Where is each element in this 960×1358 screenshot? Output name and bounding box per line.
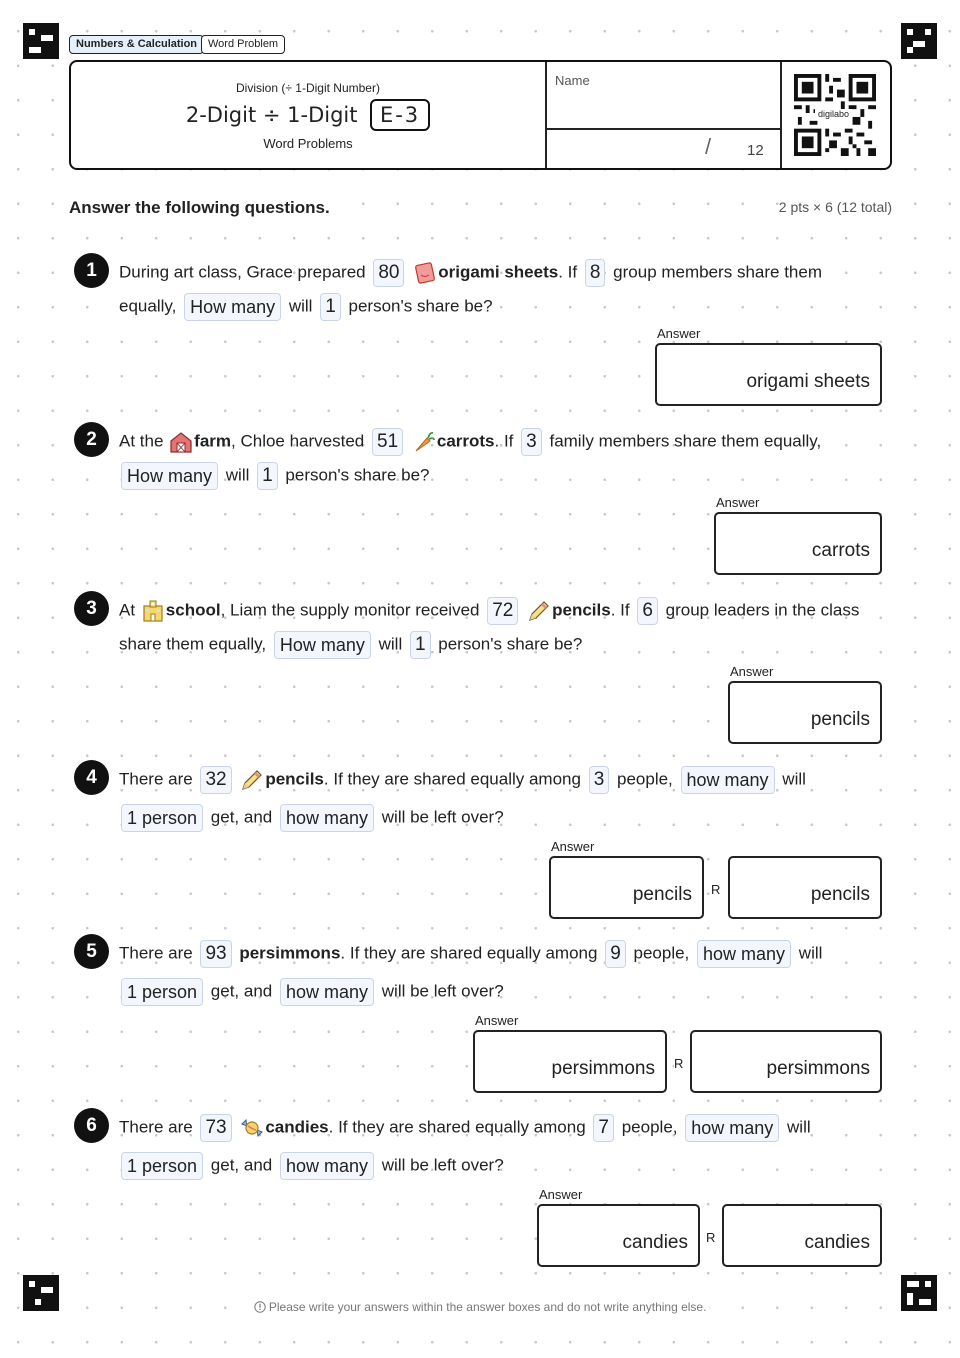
place-name: farm	[194, 431, 232, 451]
points-info: 2 pts × 6 (12 total)	[778, 199, 892, 215]
remainder-label: R	[706, 1230, 716, 1245]
answer-unit: persimmons	[766, 1058, 870, 1079]
answer-label: Answer	[716, 495, 760, 510]
page-title: 2-Digit ÷ 1-Digit	[185, 103, 358, 127]
answer-box[interactable]	[714, 512, 882, 575]
answer-box[interactable]	[728, 681, 882, 744]
number-box: 7	[593, 1114, 614, 1142]
number-box: 32	[200, 766, 231, 794]
item-name: pencils	[552, 600, 611, 620]
number-box: 51	[372, 428, 403, 456]
question-text: At	[119, 600, 136, 620]
question-text-line	[119, 1150, 504, 1181]
answer-unit: candies	[804, 1232, 870, 1253]
header-title-row	[71, 99, 545, 131]
remainder-label: R	[674, 1056, 684, 1071]
number-box: 73	[200, 1114, 231, 1142]
question-text-line	[119, 595, 859, 626]
number-box: 1	[410, 631, 431, 659]
question-text-line	[119, 802, 504, 833]
question-text: will be left over?	[381, 807, 504, 827]
score-total: 12	[747, 142, 764, 159]
question-text: There are	[119, 769, 193, 789]
question-text: people,	[617, 769, 673, 789]
question-text: equally,	[119, 296, 177, 316]
item-name: candies	[265, 1117, 329, 1137]
barn-icon	[169, 430, 193, 454]
remainder-box[interactable]	[690, 1030, 882, 1093]
question-text: , Chloe harvested	[231, 431, 365, 451]
question-text-line	[119, 764, 806, 795]
question-text-line	[119, 426, 821, 457]
answer-unit: pencils	[810, 884, 870, 905]
worksheet-header	[69, 60, 892, 170]
answer-box[interactable]	[473, 1030, 667, 1093]
person-box: 1 person	[121, 804, 203, 832]
answer-unit: candies	[622, 1232, 688, 1253]
question-text: will	[288, 296, 313, 316]
number-box: 6	[637, 597, 658, 625]
question-text: During art class, Grace prepared	[119, 262, 366, 282]
how-many-box: how many	[280, 804, 374, 832]
question-text: will	[378, 634, 403, 654]
question-text: will	[225, 465, 250, 485]
number-box: 3	[589, 766, 610, 794]
question-number: 6	[74, 1108, 109, 1143]
answer-unit: origami sheets	[746, 371, 870, 392]
question-text: person's share be?	[348, 296, 493, 316]
header-divider	[780, 62, 782, 168]
question-text: will be left over?	[381, 1155, 504, 1175]
how-many-box: how many	[681, 766, 775, 794]
question-number: 5	[74, 934, 109, 969]
question-text: . If	[558, 262, 578, 282]
question-text-line	[119, 257, 822, 288]
name-field[interactable]	[547, 90, 779, 126]
name-label: Name	[555, 73, 590, 88]
question-text: will be left over?	[381, 981, 504, 1001]
question-number: 4	[74, 760, 109, 795]
remainder-label: R	[711, 882, 721, 897]
question-text: . If they are shared equally among	[323, 769, 581, 789]
answer-label: Answer	[730, 664, 774, 679]
number-box: 80	[373, 259, 404, 287]
question-text: family members share them equally,	[549, 431, 822, 451]
answer-unit: carrots	[811, 540, 870, 561]
answer-unit: persimmons	[551, 1058, 655, 1079]
footer-note: Please write your answers within the answer boxes and do not write anything else.	[268, 1300, 707, 1314]
question-text: , Liam the supply monitor received	[220, 600, 480, 620]
answer-label: Answer	[475, 1013, 519, 1028]
header-subtitle: Division (÷ 1-Digit Number)	[236, 81, 380, 95]
how-many-box: How many	[184, 293, 281, 321]
instructions: Answer the following questions.	[69, 198, 334, 218]
category-tag: Numbers & Calculation	[69, 35, 204, 54]
question-text: There are	[119, 943, 193, 963]
corner-marker-top-left	[23, 23, 59, 59]
number-box: 8	[585, 259, 606, 287]
question-text: . If they are shared equally among	[328, 1117, 586, 1137]
question-text-line	[119, 629, 582, 660]
question-text: group members share them	[613, 262, 822, 282]
question-text-line	[119, 291, 493, 322]
number-box: 72	[487, 597, 518, 625]
place-name: school	[165, 600, 221, 620]
number-box: 1	[257, 462, 278, 490]
score-slash: /	[705, 134, 712, 159]
question-text: will	[782, 769, 806, 789]
name-underline	[545, 128, 781, 130]
corner-marker-top-right	[901, 23, 937, 59]
question-text-line	[119, 1112, 811, 1143]
carrot-icon	[412, 430, 436, 454]
answer-box[interactable]	[655, 343, 882, 406]
how-many-box: how many	[685, 1114, 779, 1142]
question-text: get, and	[210, 1155, 273, 1175]
question-text: will	[787, 1117, 811, 1137]
remainder-box[interactable]	[722, 1204, 882, 1267]
info-icon	[254, 1301, 266, 1313]
question-text: group leaders in the class	[665, 600, 860, 620]
question-text: . If	[610, 600, 630, 620]
number-box: 93	[200, 940, 231, 968]
answer-label: Answer	[657, 326, 701, 341]
how-many-box: how many	[280, 1152, 374, 1180]
question-number: 3	[74, 591, 109, 626]
question-text: . If	[494, 431, 514, 451]
question-text: people,	[633, 943, 690, 963]
question-text: There are	[119, 1117, 193, 1137]
answer-box[interactable]	[537, 1204, 700, 1267]
question-text-line	[119, 938, 822, 969]
answer-unit: pencils	[632, 884, 692, 905]
how-many-box: how many	[697, 940, 791, 968]
remainder-box[interactable]	[728, 856, 882, 919]
worksheet-code: E-3	[370, 99, 430, 131]
question-text: get, and	[210, 981, 273, 1001]
how-many-box: How many	[121, 462, 218, 490]
answer-box[interactable]	[549, 856, 704, 919]
type-tag: Word Problem	[201, 35, 285, 54]
header-lesson: Word Problems	[263, 136, 353, 151]
question-number: 2	[74, 422, 109, 457]
footer-note-row	[0, 1300, 960, 1314]
pencil-icon	[240, 768, 264, 792]
answer-unit: pencils	[810, 709, 870, 730]
question-text: people,	[621, 1117, 678, 1137]
number-box: 1	[320, 293, 341, 321]
question-number: 1	[74, 253, 109, 288]
question-text: person's share be?	[438, 634, 583, 654]
item-name: persimmons	[239, 943, 341, 963]
question-text: get, and	[210, 807, 273, 827]
qr-label: digilabo	[815, 109, 852, 120]
number-box: 3	[521, 428, 542, 456]
how-many-box: how many	[280, 978, 374, 1006]
origami-icon	[413, 261, 437, 285]
question-text: At the	[119, 431, 164, 451]
question-text: share them equally,	[119, 634, 267, 654]
person-box: 1 person	[121, 978, 203, 1006]
pencil-icon	[527, 599, 551, 623]
person-box: 1 person	[121, 1152, 203, 1180]
answer-label: Answer	[551, 839, 595, 854]
item-name: carrots	[436, 431, 495, 451]
candy-icon	[240, 1116, 264, 1140]
how-many-box: How many	[274, 631, 371, 659]
question-text: will	[798, 943, 823, 963]
question-text: person's share be?	[285, 465, 430, 485]
answer-label: Answer	[539, 1187, 583, 1202]
number-box: 9	[605, 940, 626, 968]
school-icon	[141, 599, 165, 623]
item-name: pencils	[265, 769, 324, 789]
question-text-line	[119, 976, 504, 1007]
question-text: . If they are shared equally among	[340, 943, 598, 963]
item-name: origami sheets	[438, 262, 559, 282]
question-text-line	[119, 460, 429, 491]
